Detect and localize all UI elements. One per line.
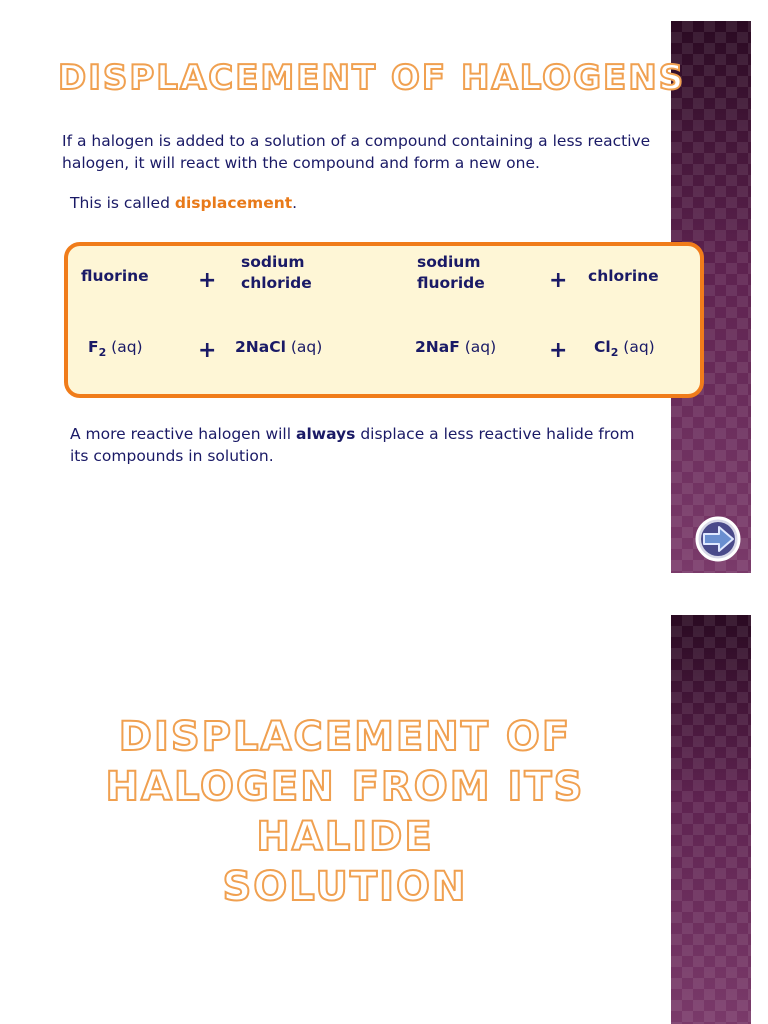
word-product-1-line-1: sodium: [417, 253, 481, 271]
formula-plus-2: +: [549, 338, 568, 363]
formula-naf-symbol: 2NaF: [415, 338, 460, 356]
section-title-line-3: SOLUTION: [222, 864, 468, 910]
formula-nacl-state: (aq): [285, 338, 323, 356]
word-product-chlorine: chlorine: [588, 267, 659, 285]
formula-cl2-subscript: 2: [610, 346, 619, 360]
word-product-sodium-fluoride: [417, 252, 485, 294]
word-reactant-fluorine: fluorine: [81, 267, 149, 285]
displacement-keyword: displacement: [174, 194, 293, 212]
decorative-side-strip: [671, 615, 751, 1024]
word-reactant-sodium-chloride: [241, 252, 312, 294]
formula-f2-symbol: F: [88, 338, 99, 356]
formula-cl2: [594, 337, 655, 363]
word-plus-2: +: [549, 268, 568, 293]
summary-prefix: A more reactive halogen will: [70, 425, 296, 443]
formula-nacl-symbol: 2NaCl: [235, 338, 286, 356]
intro-paragraph: If a halogen is added to a solution of a compound containing a less reactive halogen, it will react with the compound and form a new one.: [62, 132, 651, 172]
word-plus-1: +: [198, 268, 217, 293]
formula-f2-state: (aq): [106, 338, 143, 356]
formula-nacl: [235, 337, 322, 358]
definition-prefix: This is called: [70, 194, 175, 212]
formula-naf-state: (aq): [459, 338, 497, 356]
displacement-definition: [70, 192, 297, 214]
formula-plus-1: +: [198, 338, 217, 363]
slide-title: DISPLACEMENT OF HALOGENS: [58, 58, 686, 98]
formula-f2-subscript: 2: [98, 346, 107, 360]
formula-cl2-state: (aq): [618, 338, 655, 356]
word-reactant-2-line-2: chloride: [241, 274, 312, 292]
definition-suffix: .: [292, 194, 298, 212]
formula-naf: [415, 337, 496, 358]
summary-suffix: displace a less reactive halide from its compounds in solution.: [70, 425, 635, 465]
section-title-line-1: DISPLACEMENT OF: [118, 714, 572, 760]
section-title: [40, 712, 650, 912]
word-product-1-line-2: fluoride: [417, 274, 485, 292]
formula-cl2-symbol: Cl: [594, 338, 611, 356]
formula-f2: [88, 337, 143, 363]
word-reactant-2-line-1: sodium: [241, 253, 305, 271]
always-keyword: always: [295, 425, 356, 443]
reaction-equation-box: [64, 242, 704, 398]
summary-paragraph: [70, 423, 650, 467]
section-title-line-2: HALOGEN FROM ITS HALIDE: [105, 764, 585, 860]
forward-arrow-icon[interactable]: [695, 516, 741, 562]
